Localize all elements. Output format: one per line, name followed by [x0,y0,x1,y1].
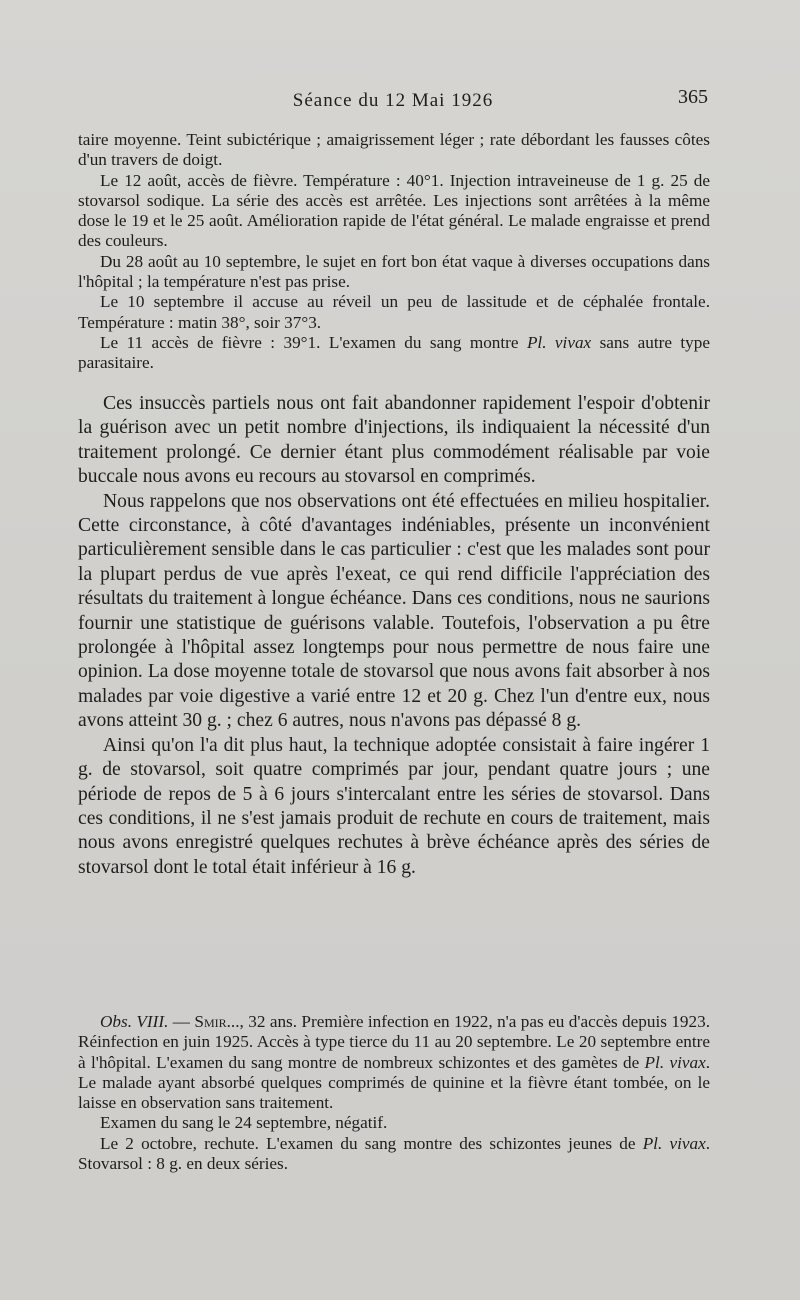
text-run: , 32 ans. Première infection en 1922, n'a pas eu d'accès depuis 1923. Réinfection en juin 1925. Accès à type tierce du 11 au 20 septembre. Le 20 septembre entre à l'hôpital. L'examen du sang montre de nombreux schizontes et des gamètes de [78,1012,711,1072]
case-note-paragraph [78,333,710,374]
case-note-paragraph: Le 12 août, accès de fièvre. Température : 40°1. Injection intraveineuse de 1 g. 25 de stovarsol sodique. La série des accès est arrêtée. Les injections sont arrêtées à la même dose le 19 et le 25 août. Amélioration rapide de l'état général. Le malade engraisse et prend des couleurs. [78,170,710,251]
species-name: Pl. vivax [644,1052,706,1072]
case-note-paragraph: Le 10 septembre il accuse au réveil un peu de lassitude et de céphalée frontale. Température : matin 38°, soir 37°3. [78,292,710,332]
page-number: 365 [678,86,708,108]
case-note-paragraph: taire moyenne. Teint subictérique ; amaigrissement léger ; rate débordant les fausses côtes d'un travers de doigt. [78,130,710,170]
species-name: Pl. vivax [526,332,592,352]
observation-paragraph [78,1134,710,1175]
body-paragraph: Ainsi qu'on l'a dit plus haut, la technique adoptée consistait à faire ingérer 1 g. de stovarsol, soit quatre comprimés par jour, pendant quatre jours ; une période de repos de 5 à 6 jours s'intercalant entre les séries de stovarsol. Dans ces conditions, il ne s'est jamais produit de rechute en cours de traitement, mais nous avons enregistré quelques rechutes à brève échéance après des séries de stovarsol dont le total était inférieur à 16 g. [78,734,710,878]
observation-paragraph: Examen du sang le 24 septembre, négatif. [100,1113,388,1133]
page-header [78,86,708,114]
body-paragraph: Nous rappelons que nos observations ont été effectuées en milieu hospitalier. Cette circonstance, à côté d'avantages indéniables, présente un inconvénient particulièrement sensible dans le cas particulier : c'est que les malades sont pour la plupart perdus de vue après l'exeat, ce qui rend difficile l'appréciation des résultats du traitement à longue échéance. Dans ces conditions, nous ne saurions fournir une statistique de guérisons valable. Toutefois, l'observation a pu être prolongée à l'hôpital assez longtemps pour nous permettre de nous faire une opinion. La dose moyenne totale de stovarsol que nous avons fait absorber à nos malades par voie digestive a varié entre 12 et 20 g. Chez l'un d'entre eux, nous avons atteint 30 g. ; chez 6 autres, nous n'avons pas dépassé 8 g. [78,490,710,732]
observation-paragraph [78,1012,710,1113]
text-run: . Le malade ayant absorbé quelques comprimés de quinine et la fièvre étant tombée, on le laisse en observation sans traitement. [78,1052,710,1113]
text-run: — [168,1012,195,1031]
text-run: . Stovarsol : 8 g. en deux séries. [78,1133,710,1174]
text-run: Le 2 octobre, rechute. L'examen du sang montre des schizontes jeunes de [100,1133,643,1153]
observation-label: Obs. VIII. [100,1012,169,1031]
text-run: sans autre type parasitaire. [78,332,710,373]
patient-name: Smir... [194,1012,240,1031]
case-note-paragraph: Du 28 août au 10 septembre, le sujet en fort bon état vaque à diverses occupations dans l'hôpital ; la température n'est pas prise. [78,251,710,292]
body-paragraph: Ces insuccès partiels nous ont fait abandonner rapidement l'espoir d'obtenir la guérison avec un petit nombre d'injections, ils indiquaient la nécessité d'un traitement prolongé. Ce dernier étant plus commodément réalisable par voie buccale nous avons eu recours au stovarsol en comprimés. [78,393,710,488]
observation-block [78,1012,710,1174]
case-notes-block [78,130,710,374]
species-name: Pl. vivax [642,1133,706,1153]
discussion-block [78,392,710,880]
text-run: Le 11 accès de fièvre : 39°1. L'examen du sang montre [100,332,527,352]
running-title: Séance du 12 Mai 1926 [292,90,494,111]
